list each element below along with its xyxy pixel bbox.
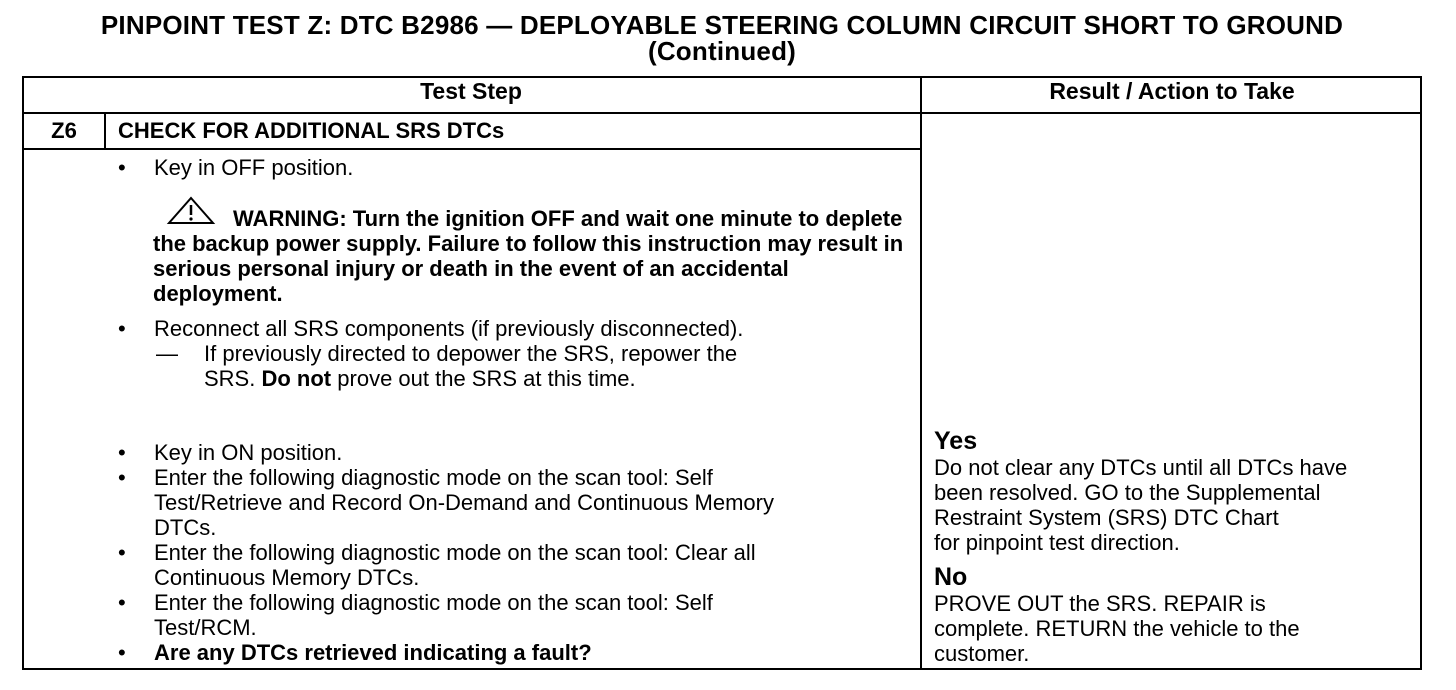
warning-block [153, 206, 913, 306]
bullet: • [118, 640, 126, 665]
step-mode3-line-2: Test/RCM. [154, 615, 257, 640]
step-id: Z6 [51, 118, 77, 143]
column-divider [920, 76, 922, 670]
title-line-2: (Continued) [647, 36, 797, 66]
step-title-rule [22, 148, 922, 150]
step-mode2-line-1: Enter the following diagnostic mode on the scan tool: Clear all [154, 540, 756, 565]
page-title [0, 12, 1444, 64]
result-no-label: No [934, 563, 968, 591]
warning-text: Turn the ignition OFF and wait one minute to deplete the backup power supply. Failure to follow this instruction may result in serious personal injury or death in the event of an accidental deployment. [153, 206, 904, 306]
step-key-off: Key in OFF position. [154, 155, 354, 180]
result-yes-line-1: Do not clear any DTCs until all DTCs have [934, 455, 1348, 480]
step-mode1-line-3: DTCs. [154, 515, 217, 540]
step-title: CHECK FOR ADDITIONAL SRS DTCs [118, 118, 505, 143]
step-mode3-line-1: Enter the following diagnostic mode on the scan tool: Self [154, 590, 713, 615]
step-mode2-line-2: Continuous Memory DTCs. [154, 565, 420, 590]
header-result-action: Result / Action to Take [1049, 78, 1295, 104]
step-repower-line-2 [204, 366, 636, 391]
bullet: • [118, 440, 126, 465]
step-key-on: Key in ON position. [154, 440, 343, 465]
step-mode1-line-2: Test/Retrieve and Record On-Demand and Continuous Memory [154, 490, 774, 515]
header-rule [22, 112, 1422, 114]
step-id-divider [104, 112, 106, 150]
step-mode1-line-1: Enter the following diagnostic mode on the scan tool: Self [154, 465, 713, 490]
result-yes-line-3: Restraint System (SRS) DTC Chart [934, 505, 1279, 530]
bullet: • [118, 590, 126, 615]
repower-post: prove out the SRS at this time. [337, 366, 636, 391]
dash: — [156, 341, 178, 366]
result-no-line-1: PROVE OUT the SRS. REPAIR is [934, 591, 1266, 616]
repower-pre: SRS. [204, 366, 256, 391]
title-line-1: PINPOINT TEST Z: DTC B2986 — DEPLOYABLE STEERING COLUMN CIRCUIT SHORT TO GROUND [100, 10, 1344, 40]
result-no-line-2: complete. RETURN the vehicle to the [934, 616, 1300, 641]
bullet: • [118, 316, 126, 341]
result-yes-label: Yes [934, 427, 978, 455]
header-test-step: Test Step [420, 78, 522, 104]
result-yes-line-2: been resolved. GO to the Supplemental [934, 480, 1321, 505]
bullet: • [118, 155, 126, 180]
step-question: Are any DTCs retrieved indicating a fault? [154, 640, 592, 665]
result-yes-line-4: for pinpoint test direction. [934, 530, 1180, 555]
repower-bold: Do not [261, 366, 332, 391]
warning-label: WARNING: [233, 206, 347, 231]
bullet: • [118, 465, 126, 490]
step-reconnect: Reconnect all SRS components (if previously disconnected). [154, 316, 744, 341]
step-repower-line-1: If previously directed to depower the SRS, repower the [204, 341, 738, 366]
result-no-line-3: customer. [934, 641, 1030, 666]
bullet: • [118, 540, 126, 565]
